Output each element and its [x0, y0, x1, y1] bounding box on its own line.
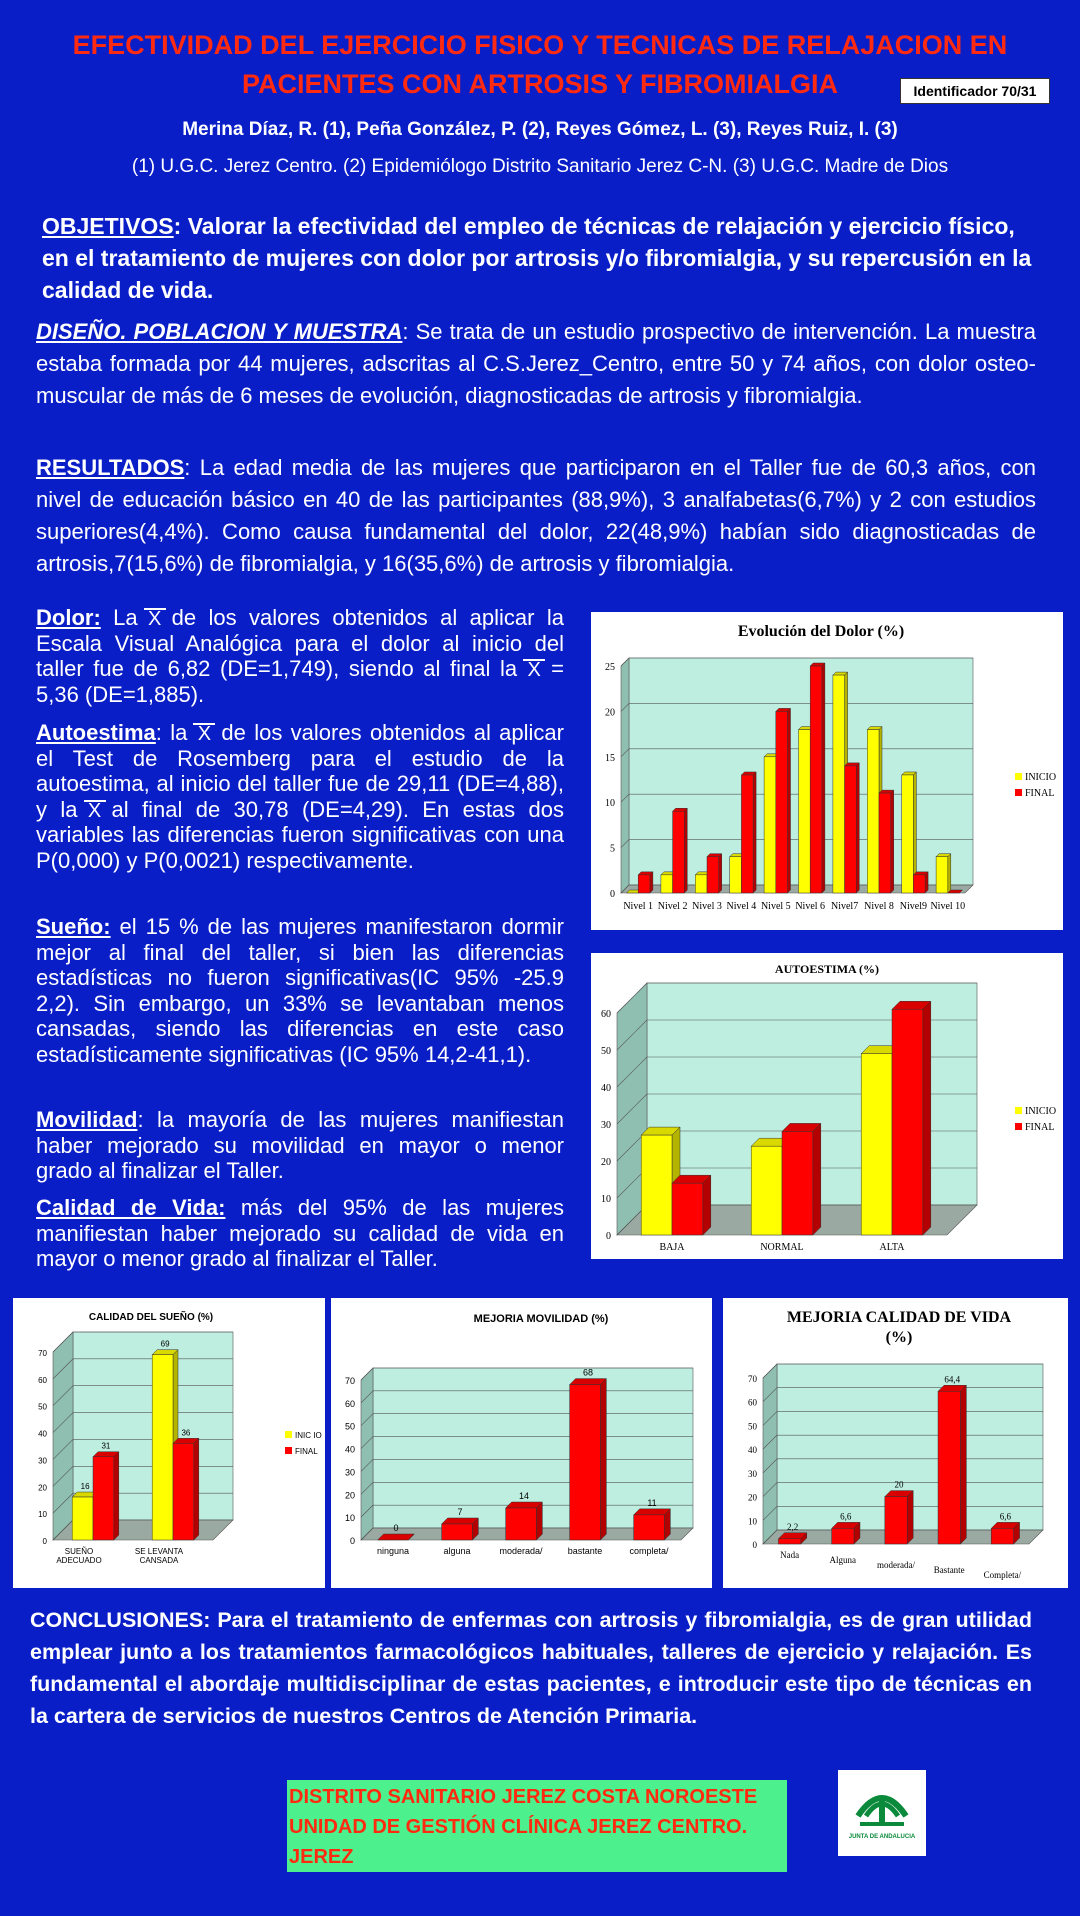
- y-tick-label: 10: [748, 1516, 757, 1527]
- bar-side: [813, 1123, 821, 1235]
- bar: [695, 875, 707, 893]
- plot-side-wall: [621, 658, 629, 893]
- mean-symbol-icon: X: [84, 800, 106, 820]
- x-tick-label: Nivel 4: [726, 901, 757, 912]
- x-tick-label: [56, 1547, 101, 1565]
- conclusiones: CONCLUSIONES: Para el tratamiento de enfermas con artrosis y fibromialgia, es de gran utilidad emplear junto a los tratamientos farmacológicos habituales, talleres de ejercicio y relajación. Es fundamental el abordaje multidisciplinar de estas pacientes, e introducir este tipo de técnicas en la cartera de servicios de nuestros Centros de Atención Primaria.: [30, 1608, 1032, 1728]
- mean-symbol-icon: X: [523, 659, 545, 679]
- x-tick-label: Nivel 2: [657, 901, 688, 912]
- legend-label: FINAL: [1025, 1122, 1055, 1133]
- bar-top: [378, 1534, 415, 1540]
- bar-side: [891, 790, 894, 893]
- logo-text: JUNTA DE ANDALUCIA: [848, 1834, 916, 1840]
- bar: [832, 1528, 854, 1544]
- y-tick-label: 40: [38, 1429, 47, 1439]
- data-label: 14: [518, 1491, 530, 1501]
- legend-swatch: [1015, 773, 1022, 780]
- data-label: 31: [101, 1441, 111, 1451]
- footer-line-1: DISTRITO SANITARIO JEREZ COSTA NOROESTE: [289, 1786, 758, 1808]
- bar-side: [856, 763, 859, 893]
- x-tick-label: Nivel 5: [760, 901, 791, 912]
- bar-side: [753, 772, 756, 893]
- legend-label: FINAL: [295, 1447, 318, 1456]
- bar: [936, 857, 948, 893]
- resultados-text: : La edad media de las mujeres que participaron en el Taller fue de 60,3 años, con nivel de educación básico en 40 de las participantes (88,9%), 3 analfabetas(6,7%) y 2 con estudios superiores(4,4%). Como causa fundamental del dolor, 22(48,9%) habían sido diagnosticadas de artrosis,7(15,6%) de fibromialgia, y 16(35,6%) de artrosis y fibromialgia.: [36, 455, 1036, 576]
- bar-top: [570, 1379, 607, 1385]
- x-tick-label: completa/: [629, 1546, 669, 1556]
- chart-title: Evolución del Dolor (%): [737, 623, 905, 640]
- diseno-text: : Se trata de un estudio prospectivo de intervención. La muestra estaba formada por 44 mujeres, adscritas al C.S.Jerez_Centro, entre 50 y 74 años, con dolor osteo-muscular de más de 6 meses de evolución, diagnosticadas de artrosis y fibromialgia.: [36, 319, 1037, 408]
- y-tick-label: 50: [748, 1421, 757, 1432]
- objetivos-label: OBJETIVOS: [42, 213, 174, 239]
- bar: [913, 875, 925, 893]
- poster-title: EFECTIVIDAD DEL EJERCICIO FISICO Y TECNICAS DE RELAJACION EN PACIENTES CON ARTROSIS Y FIBROMIALGIA: [72, 30, 1008, 99]
- bar: [152, 1355, 173, 1540]
- x-tick-label: Nivel 6: [795, 901, 826, 912]
- legend-swatch: [1015, 1107, 1022, 1114]
- y-tick-label: 10: [344, 1513, 355, 1524]
- bar-side: [822, 663, 825, 893]
- y-tick-label: 50: [38, 1402, 47, 1412]
- x-tick-label-line: ADECUADO: [56, 1556, 102, 1565]
- x-tick-label: Bastante: [933, 1565, 965, 1575]
- x-tick-label: bastante: [567, 1546, 603, 1556]
- calidad-label: Calidad de Vida:: [36, 1195, 226, 1220]
- chart-mejoria-calidad-vida: [723, 1298, 1068, 1588]
- bar: [570, 1385, 601, 1540]
- data-label: 64,4: [944, 1374, 961, 1385]
- dolor-t3: = 5,36 (DE=1,885).: [36, 656, 564, 707]
- bar: [673, 811, 685, 893]
- y-tick-label: 0: [42, 1537, 47, 1546]
- data-label: 16: [80, 1482, 90, 1492]
- x-tick-label-line: CANSADA: [139, 1556, 179, 1565]
- autoestima-section: [36, 720, 564, 873]
- footer-box: [287, 1780, 787, 1872]
- y-tick-label: 70: [344, 1376, 355, 1386]
- y-tick-label: 25: [605, 662, 615, 673]
- x-tick-label-line: SUEÑO: [64, 1547, 94, 1556]
- data-label: 69: [160, 1339, 170, 1349]
- bar: [638, 875, 650, 893]
- chart-autoestima: [591, 953, 1063, 1259]
- resultados-section: [36, 452, 1036, 580]
- bar: [938, 1391, 960, 1544]
- sueno-text: el 15 % de las mujeres manifestaron dormir mejor al final del taller, si bien las diferencias estadísticas no fueron significativas(IC 95% -25.9 2,2). Sin embargo, un 33% se levantaban menos cansadas, siendo las diferencias en este caso estadísticamente significativas (IC 95% 14,2-41,1).: [36, 914, 564, 1067]
- movilidad-text: : la mayoría de las mujeres manifiestan haber mejorado su movilidad en mayor o menor grado al finalizar el Taller.: [36, 1107, 564, 1183]
- data-label: 0: [393, 1523, 399, 1533]
- bar-side: [650, 872, 653, 893]
- bar: [72, 1497, 93, 1540]
- footer-line-3: JEREZ: [289, 1846, 354, 1868]
- identifier-box: Identificador 70/31: [900, 78, 1050, 104]
- legend-swatch: [285, 1447, 292, 1454]
- y-tick-label: 50: [601, 1046, 611, 1057]
- plot-side-wall: [361, 1368, 373, 1540]
- x-tick-label: Nivel 3: [692, 901, 722, 912]
- data-label: 6,6: [840, 1511, 852, 1522]
- resultados-label: RESULTADOS: [36, 455, 185, 480]
- x-tick-label-line: SE LEVANTA: [134, 1547, 184, 1556]
- objetivos-section: [42, 210, 1040, 306]
- chart-title-line: MEJORIA CALIDAD DE VIDA: [786, 1309, 1012, 1326]
- y-tick-label: 20: [748, 1492, 757, 1503]
- bar-top: [634, 1509, 671, 1515]
- bar: [879, 793, 891, 893]
- bar: [845, 766, 857, 893]
- chart-title: [787, 1309, 1012, 1346]
- bar-side: [194, 1438, 199, 1540]
- dolor-t2: de los valores obtenidos al aplicar la Escala Visual Analógica para el dolor al inicio del taller fue de 6,82 (DE=1,749), siendo al final la: [36, 605, 564, 681]
- y-tick-label: 20: [605, 707, 615, 719]
- y-tick-label: 0: [752, 1540, 757, 1550]
- y-tick-label: 30: [344, 1467, 355, 1478]
- chart-title: AUTOESTIMA (%): [774, 962, 880, 976]
- mean-symbol-icon: X: [144, 608, 166, 628]
- y-tick-label: 60: [601, 1009, 611, 1020]
- bar: [833, 675, 845, 893]
- bar: [764, 757, 776, 893]
- calidad-section: [36, 1195, 564, 1272]
- y-tick-label: 0: [606, 1231, 611, 1242]
- y-tick-label: 60: [344, 1398, 355, 1409]
- y-tick-label: 5: [610, 843, 615, 855]
- chart-mejoria-movilidad: [331, 1298, 712, 1588]
- bar: [892, 1009, 923, 1235]
- bar: [741, 775, 753, 893]
- data-label: 7: [457, 1507, 463, 1517]
- movilidad-label: Movilidad: [36, 1107, 138, 1132]
- junta-andalucia-logo: [838, 1770, 926, 1856]
- data-label: 11: [647, 1497, 657, 1508]
- bar-side: [703, 1175, 711, 1235]
- y-tick-label: 30: [601, 1120, 611, 1131]
- bar: [810, 666, 822, 893]
- chart-title: CALIDAD DEL SUEÑO (%): [88, 1312, 214, 1323]
- y-tick-label: 70: [38, 1349, 47, 1358]
- dolor-label: Dolor:: [36, 605, 101, 630]
- y-tick-label: 0: [610, 889, 615, 900]
- bar-top: [442, 1518, 479, 1524]
- bar: [506, 1508, 537, 1540]
- bar-side: [787, 708, 790, 893]
- y-tick-label: 20: [344, 1490, 355, 1501]
- bar: [776, 711, 788, 893]
- x-tick-label: Nada: [780, 1550, 800, 1560]
- legend-swatch: [1015, 1123, 1022, 1130]
- logo-emblem-icon: [838, 1770, 926, 1856]
- bar-side: [960, 1385, 966, 1544]
- y-tick-label: 10: [38, 1510, 47, 1520]
- legend-label: INIC IO: [295, 1431, 322, 1440]
- bar: [885, 1497, 907, 1544]
- plot-side-wall: [763, 1364, 777, 1544]
- data-label: 20: [894, 1479, 904, 1490]
- autoestima-t2: de los valores obtenidos al aplicar el Test de Rosemberg para el estudio de la autoestima, al inicio del taller fue de 29,11 (DE=4,88), y la: [36, 720, 564, 822]
- bar: [634, 1515, 665, 1540]
- y-tick-label: 50: [344, 1421, 355, 1432]
- affiliations: (1) U.G.C. Jerez Centro. (2) Epidemiólogo Distrito Sanitario Jerez C-N. (3) U.G.C. Madre de Dios: [131, 156, 949, 177]
- y-tick-label: 15: [605, 752, 615, 764]
- legend-label: INICIO: [1025, 772, 1057, 783]
- x-tick-label: BAJA: [659, 1242, 685, 1253]
- x-tick-label: NORMAL: [760, 1242, 804, 1253]
- bar: [730, 857, 742, 893]
- bar: [707, 857, 719, 893]
- calidad-text: más del 95% de las mujeres manifiestan haber mejorado su calidad de vida en mayor o menor grado al finalizar el Taller.: [36, 1195, 565, 1271]
- x-tick-label: Nivel 10: [930, 901, 966, 912]
- data-label: 6,6: [999, 1511, 1012, 1522]
- bar-side: [114, 1452, 119, 1540]
- bar: [782, 1131, 813, 1235]
- bar: [93, 1457, 114, 1540]
- bar: [173, 1443, 194, 1540]
- dolor-t1: La: [113, 605, 138, 630]
- y-tick-label: 60: [38, 1375, 47, 1385]
- y-tick-label: 30: [748, 1468, 757, 1479]
- bar: [861, 1054, 892, 1235]
- bar: [902, 775, 914, 893]
- diseno-label: DISEÑO. POBLACION Y MUESTRA: [36, 319, 403, 344]
- x-tick-label: Completa/: [983, 1570, 1022, 1580]
- legend-swatch: [1015, 789, 1022, 796]
- bar: [867, 730, 879, 893]
- movilidad-section: [36, 1107, 564, 1184]
- bar-side: [948, 854, 951, 893]
- x-tick-label: ALTA: [879, 1242, 905, 1253]
- x-tick-label: Nivel9: [899, 901, 928, 912]
- authors: Merina Díaz, R. (1), Peña González, P. (2), Reyes Gómez, L. (3), Reyes Ruiz, I. (3): [182, 119, 898, 140]
- y-tick-label: 20: [601, 1157, 611, 1168]
- x-tick-label: moderada/: [499, 1546, 543, 1556]
- bar-top: [506, 1502, 543, 1508]
- bar: [661, 875, 673, 893]
- x-tick-label: Nivel 8: [864, 901, 894, 912]
- x-tick-label: Nivel 1: [623, 901, 654, 912]
- y-tick-label: 30: [38, 1456, 47, 1466]
- bar: [991, 1528, 1013, 1544]
- y-tick-label: 40: [748, 1445, 757, 1456]
- bar: [799, 730, 811, 893]
- legend-label: INICIO: [1025, 1106, 1057, 1117]
- chart-title-line: (%): [885, 1329, 913, 1346]
- x-tick-label: Alguna: [829, 1555, 857, 1565]
- x-tick-label: Nivel7: [830, 901, 859, 912]
- autoestima-label: Autoestima: [36, 720, 156, 745]
- legend-label: FINAL: [1025, 788, 1055, 799]
- data-label: 36: [181, 1428, 191, 1438]
- bar-side: [719, 854, 722, 893]
- bar: [672, 1183, 703, 1235]
- x-tick-label: ninguna: [376, 1546, 410, 1556]
- sueno-label: Sueño:: [36, 914, 111, 939]
- sueno-section: [36, 914, 564, 1067]
- y-tick-label: 40: [344, 1444, 355, 1455]
- y-tick-label: 60: [748, 1397, 757, 1408]
- mean-symbol-icon: X: [193, 723, 215, 743]
- chart-title: MEJORIA MOVILIDAD (%): [473, 1313, 609, 1325]
- bar-side: [600, 1379, 606, 1540]
- bar: [778, 1539, 800, 1544]
- y-tick-label: 20: [38, 1483, 47, 1493]
- bar: [751, 1146, 782, 1235]
- y-tick-label: 0: [349, 1536, 355, 1546]
- chart-calidad-sueno: [13, 1298, 325, 1588]
- x-tick-label: alguna: [443, 1546, 471, 1556]
- legend-swatch: [285, 1431, 292, 1438]
- footer-line-2: UNIDAD DE GESTIÓN CLÍNICA JEREZ CENTRO.: [289, 1816, 748, 1838]
- autoestima-t3: al final de 30,78 (DE=4,29). En estas dos variables las diferencias fueron significativas con una P(0,000) y P(0,0021) respectivamente.: [36, 796, 564, 873]
- diseno-section: [36, 316, 1036, 412]
- y-tick-label: 40: [601, 1083, 611, 1094]
- y-tick-label: 10: [601, 1194, 611, 1205]
- chart-evolucion-dolor: [591, 612, 1063, 930]
- bar: [641, 1135, 672, 1235]
- data-label: 68: [582, 1367, 594, 1378]
- bar-side: [907, 1491, 913, 1544]
- x-tick-label: moderada/: [877, 1560, 915, 1570]
- objetivos-text: : Valorar la efectividad del empleo de técnicas de relajación y ejercicio físico, en el tratamiento de mujeres con dolor por artrosis y/o fibromialgia, y su repercusión en la calidad de vida.: [42, 213, 1032, 303]
- autoestima-t1: : la: [155, 720, 188, 745]
- y-tick-label: 70: [748, 1374, 757, 1384]
- data-label: 2,2: [786, 1521, 799, 1532]
- y-tick-label: 10: [605, 798, 615, 810]
- bar-side: [536, 1502, 542, 1540]
- x-tick-label: [135, 1547, 184, 1565]
- plot-side-wall: [53, 1332, 73, 1540]
- bar: [442, 1524, 473, 1540]
- bar-side: [684, 808, 687, 893]
- bar-side: [925, 872, 928, 893]
- dolor-section: [36, 605, 564, 707]
- bar-side: [923, 1001, 931, 1235]
